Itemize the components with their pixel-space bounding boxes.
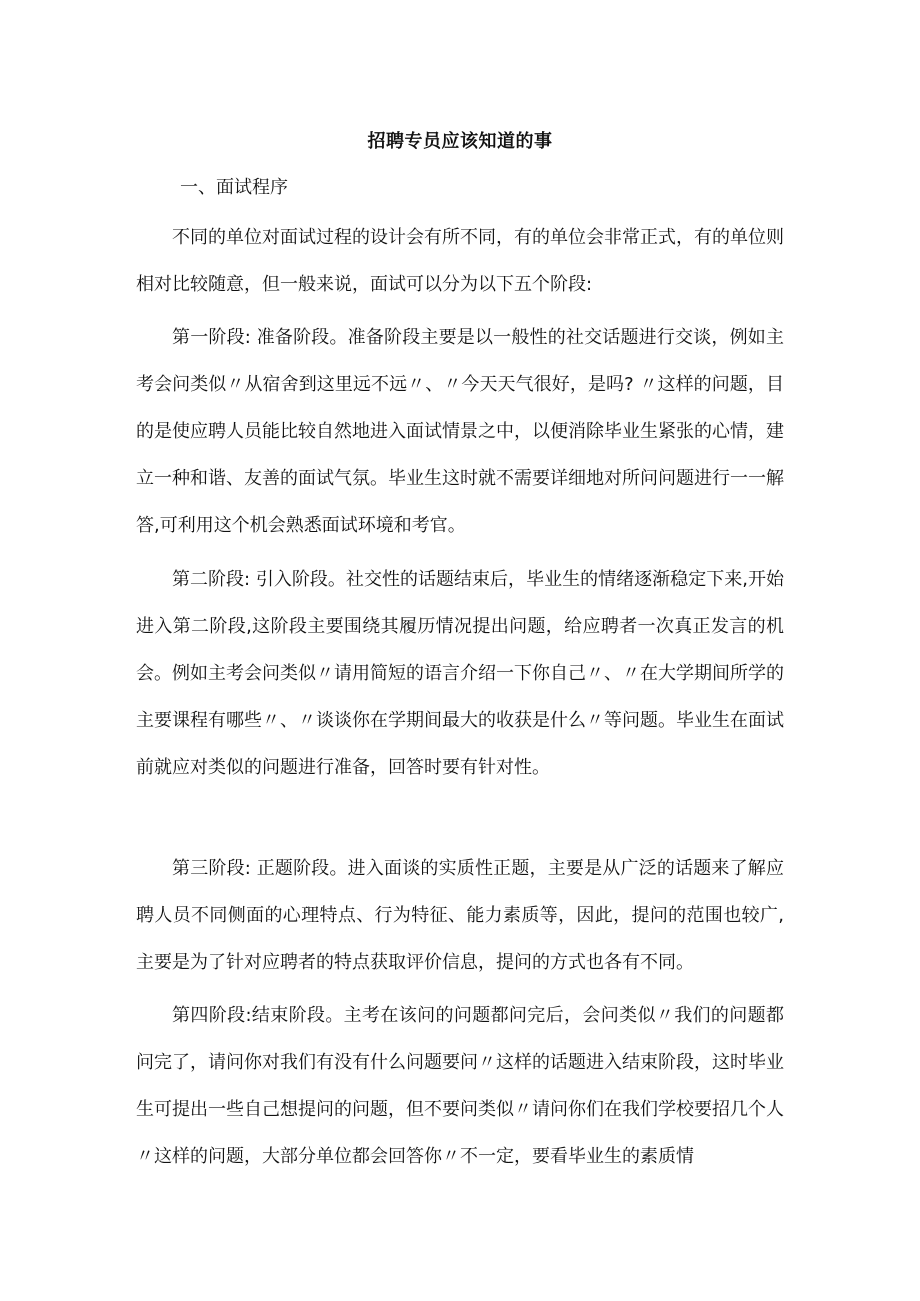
paragraph-intro: 不同的单位对面试过程的设计会有所不同，有的单位会非常正式，有的单位则相对比较随意，但一般来说，面试可以分为以下五个阶段: bbox=[136, 227, 784, 295]
paragraph-stage-3: 第三阶段: 正题阶段。进入面谈的实质性正题，主要是从广泛的话题来了解应聘人员不同侧面的心理特点、行为特征、能力素质等，因此，提问的范围也较广,主要是为了针对应聘者的特点获取评价信息，提问的方式也各有不同。 bbox=[136, 858, 784, 973]
document-title: 招聘专员应该知道的事 bbox=[367, 131, 553, 152]
paragraph-stage-4: 第四阶段:结束阶段。主考在该问的问题都问完后，会问类似〃我们的问题都问完了，请问你对我们有没有什么问题要问〃这样的话题进入结束阶段，这时毕业生可提出一些自己想提问的问题，但不要问类似〃请问你们在我们学校要招几个人〃这样的问题，大部分单位都会回答你〃不一定，要看毕业生的素质情 bbox=[136, 1005, 784, 1167]
section-heading: 一、面试程序 bbox=[180, 177, 288, 198]
paragraph-stage-1: 第一阶段: 准备阶段。准备阶段主要是以一般性的社交话题进行交谈，例如主考会问类似〃从宿舍到这里远不远〃、〃今天天气很好，是吗? 〃这样的问题，目的是使应聘人员能比较自然地进入面试情景之中，以便消除毕业生紧张的心情，建立一种和谐、友善的面试气氛。毕业生这时就不需要详细地对所问问题进行一一解答,可利用这个机会熟悉面试环境和考官。 bbox=[136, 327, 784, 536]
paragraph-stage-2: 第二阶段: 引入阶段。社交性的话题结束后，毕业生的情绪逐渐稳定下来,开始进入第二阶段,这阶段主要围绕其履历情况提出问题，给应聘者一次真正发言的机会。例如主考会问类似〃请用简短的语言介绍一下你自己〃、〃在大学期间所学的主要课程有哪些〃、〃谈谈你在学期间最大的收获是什么〃等问题。毕业生在面试前就应对类似的问题进行准备，回答时要有针对性。 bbox=[136, 569, 784, 778]
